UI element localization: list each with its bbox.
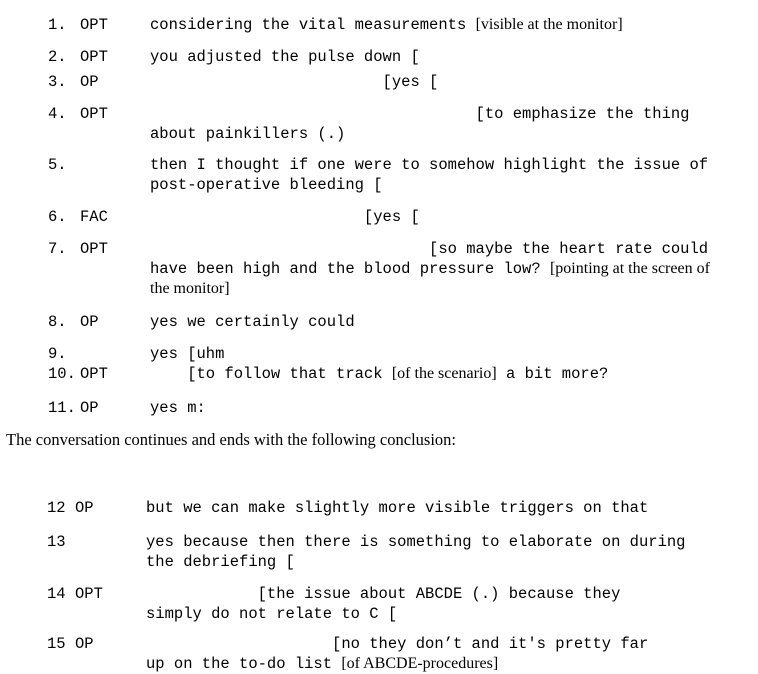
utterance-line <box>150 239 708 259</box>
continuation-text: The conversation continues and ends with the following conclusion: <box>6 430 456 449</box>
utterance-line <box>146 604 397 624</box>
utterance-line <box>150 344 224 364</box>
utterance-text: [yes [ <box>150 73 439 91</box>
utterance-line <box>150 207 420 227</box>
utterance-text: [so maybe the heart rate could <box>150 240 709 258</box>
utterance-text: yes m: <box>150 399 206 417</box>
line-number: 11. <box>48 399 76 417</box>
speaker-label: OPT <box>75 585 103 603</box>
utterance-line <box>146 552 295 572</box>
utterance-text: [to emphasize the thing <box>150 105 690 123</box>
speaker-label: OPT <box>80 48 108 66</box>
utterance-line <box>150 155 708 175</box>
speaker-label: OP <box>75 499 94 517</box>
line-number: 12 <box>47 499 66 517</box>
line-number: 14 <box>47 585 66 603</box>
line-number: 5. <box>48 156 67 174</box>
utterance-text: post-operative bleeding [ <box>150 176 383 194</box>
context-note: [pointing at the screen of <box>549 260 710 277</box>
line-number: 2. <box>48 48 67 66</box>
line-number: 9. <box>48 345 67 363</box>
utterance-text: but we can make slightly more visible triggers on that <box>146 499 649 517</box>
speaker-label: FAC <box>80 208 108 226</box>
utterance-line <box>150 47 420 67</box>
line-number: 13 <box>47 533 66 551</box>
utterance-text: yes [uhm <box>150 345 225 363</box>
utterance-line <box>146 532 686 552</box>
utterance-text: up on the to-do list <box>146 655 342 673</box>
utterance-line <box>146 654 498 674</box>
utterance-line <box>150 398 206 418</box>
utterance-text: simply do not relate to C [ <box>146 605 398 623</box>
utterance-text: about painkillers (.) <box>150 125 346 143</box>
speaker-label: OP <box>80 73 99 91</box>
context-note: the monitor] <box>150 280 230 297</box>
context-note: [of ABCDE-procedures] <box>341 655 499 672</box>
line-number: 10. <box>48 365 76 383</box>
utterance-text: the debriefing [ <box>146 553 295 571</box>
speaker-label: OP <box>75 635 94 653</box>
utterance-line <box>146 584 620 604</box>
utterance-text: [the issue about ABCDE (.) because they <box>146 585 621 603</box>
context-note: [visible at the monitor] <box>475 16 623 33</box>
utterance-line <box>150 15 623 35</box>
utterance-text: a bit more? <box>496 365 609 383</box>
utterance-line <box>146 634 648 654</box>
utterance-line <box>150 72 438 92</box>
utterance-line <box>146 498 648 518</box>
line-number: 8. <box>48 313 67 331</box>
utterance-line <box>150 124 345 144</box>
utterance-text: [yes [ <box>150 208 420 226</box>
speaker-label: OPT <box>80 240 108 258</box>
line-number: 4. <box>48 105 67 123</box>
context-note: [of the scenario] <box>391 365 497 382</box>
speaker-label: OPT <box>80 365 108 383</box>
line-number: 3. <box>48 73 67 91</box>
utterance-text: [no they don’t and it's pretty far <box>146 635 649 653</box>
utterance-line <box>150 364 608 384</box>
utterance-line <box>150 312 355 332</box>
utterance-line <box>150 175 383 195</box>
speaker-label: OP <box>80 399 99 417</box>
utterance-text: then I thought if one were to somehow highlight the issue of <box>150 156 709 174</box>
utterance-text: [to follow that track <box>150 365 392 383</box>
speaker-label: OP <box>80 313 99 331</box>
utterance-text: yes we certainly could <box>150 313 355 331</box>
speaker-label: OPT <box>80 105 108 123</box>
utterance-text: considering the vital measurements <box>150 16 476 34</box>
utterance-line <box>150 259 710 279</box>
line-number: 7. <box>48 240 67 258</box>
utterance-text: yes because then there is something to elaborate on during <box>146 533 686 551</box>
line-number: 1. <box>48 16 67 34</box>
utterance-line <box>150 279 230 299</box>
utterance-line <box>150 104 690 124</box>
line-number: 15 <box>47 635 66 653</box>
line-number: 6. <box>48 208 67 226</box>
utterance-text: have been high and the blood pressure low? <box>150 260 550 278</box>
speaker-label: OPT <box>80 16 108 34</box>
utterance-text: you adjusted the pulse down [ <box>150 48 420 66</box>
